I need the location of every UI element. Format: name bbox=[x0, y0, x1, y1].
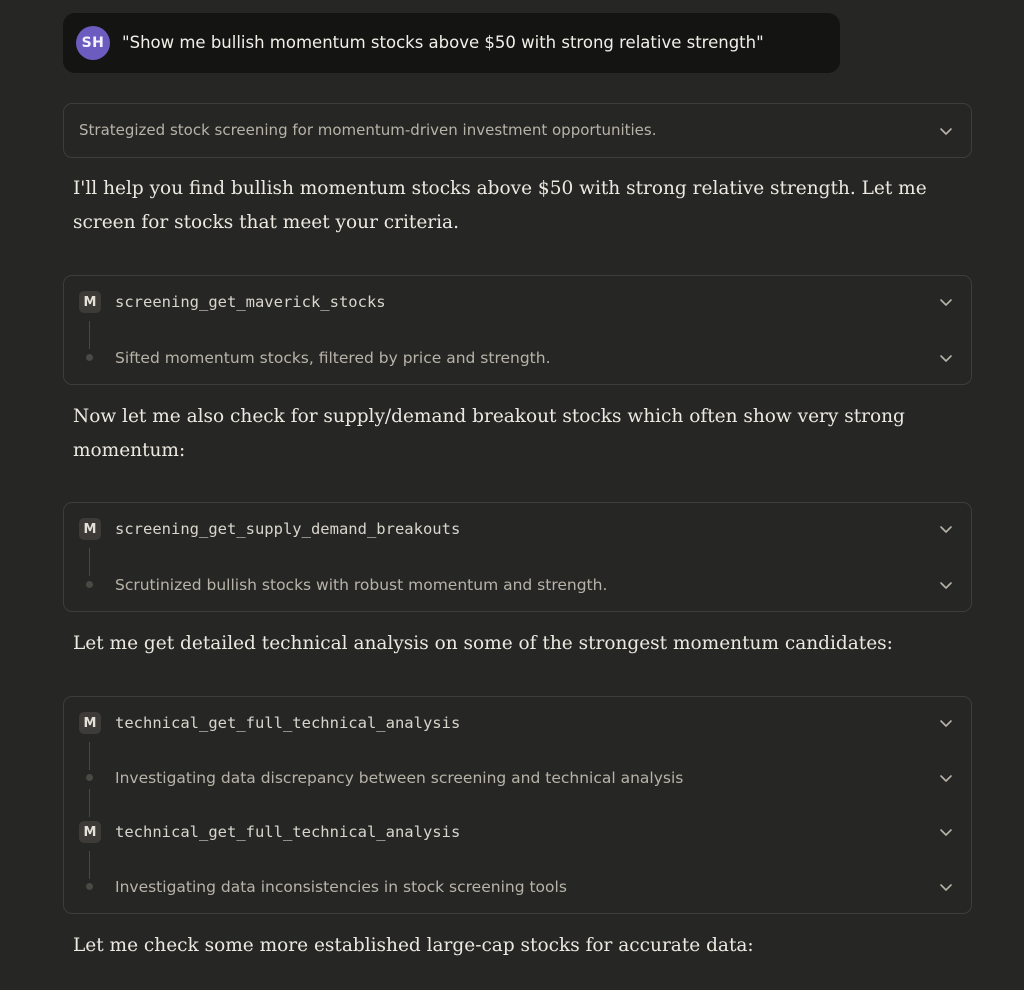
step-summary-row[interactable] bbox=[64, 569, 971, 601]
step-summary-text: Scrutinized bullish stocks with robust momentum and strength. bbox=[115, 576, 608, 594]
mcp-server-badge: M bbox=[79, 291, 101, 313]
timeline-dot bbox=[86, 581, 93, 588]
chevron-down-icon[interactable] bbox=[938, 879, 954, 895]
tool-call-row[interactable] bbox=[64, 816, 971, 848]
assistant-paragraph: Let me get detailed technical analysis on some of the strongest momentum candidates: bbox=[73, 633, 893, 654]
assistant-paragraph: Now let me also check for supply/demand breakout stocks which often show very strong momentum: bbox=[73, 406, 905, 461]
chevron-down-icon[interactable] bbox=[938, 715, 954, 731]
tool-call-row[interactable] bbox=[64, 707, 971, 739]
step-summary-row[interactable] bbox=[64, 342, 971, 374]
step-summary-text: Investigating data discrepancy between screening and technical analysis bbox=[115, 769, 684, 787]
user-avatar: SH bbox=[76, 26, 110, 60]
chevron-down-icon[interactable] bbox=[938, 577, 954, 593]
user-message-text: "Show me bullish momentum stocks above $50 with strong relative strength" bbox=[122, 33, 764, 52]
tool-name: screening_get_supply_demand_breakouts bbox=[115, 520, 461, 538]
chevron-down-icon[interactable] bbox=[938, 770, 954, 786]
thinking-summary-panel[interactable] bbox=[63, 103, 972, 158]
assistant-paragraph: Let me check some more established large-cap stocks for accurate data: bbox=[73, 935, 754, 956]
step-summary-text: Investigating data inconsistencies in stock screening tools bbox=[115, 878, 567, 896]
tool-name: screening_get_maverick_stocks bbox=[115, 293, 386, 311]
tool-call-group bbox=[63, 502, 972, 612]
step-summary-row[interactable] bbox=[64, 762, 971, 794]
chevron-down-icon[interactable] bbox=[938, 824, 954, 840]
assistant-paragraph: I'll help you find bullish momentum stocks above $50 with strong relative strength. Let me screen for stocks that meet your criteria. bbox=[73, 178, 927, 233]
chevron-down-icon[interactable] bbox=[938, 521, 954, 537]
chevron-down-icon[interactable] bbox=[938, 350, 954, 366]
mcp-server-badge: M bbox=[79, 518, 101, 540]
tool-call-row[interactable] bbox=[64, 286, 971, 318]
step-summary-text: Sifted momentum stocks, filtered by price and strength. bbox=[115, 349, 551, 367]
mcp-server-badge: M bbox=[79, 821, 101, 843]
mcp-server-badge: M bbox=[79, 712, 101, 734]
tool-call-group bbox=[63, 696, 972, 914]
user-message-bubble bbox=[63, 13, 840, 73]
timeline-dot bbox=[86, 883, 93, 890]
tool-call-row[interactable] bbox=[64, 513, 971, 545]
tool-name: technical_get_full_technical_analysis bbox=[115, 823, 461, 841]
timeline-dot bbox=[86, 354, 93, 361]
tool-name: technical_get_full_technical_analysis bbox=[115, 714, 461, 732]
chevron-down-icon[interactable] bbox=[938, 294, 954, 310]
step-summary-row[interactable] bbox=[64, 871, 971, 903]
timeline-dot bbox=[86, 774, 93, 781]
tool-call-group bbox=[63, 275, 972, 385]
thinking-summary-text: Strategized stock screening for momentum-driven investment opportunities. bbox=[79, 121, 657, 139]
chevron-down-icon[interactable] bbox=[938, 123, 954, 139]
